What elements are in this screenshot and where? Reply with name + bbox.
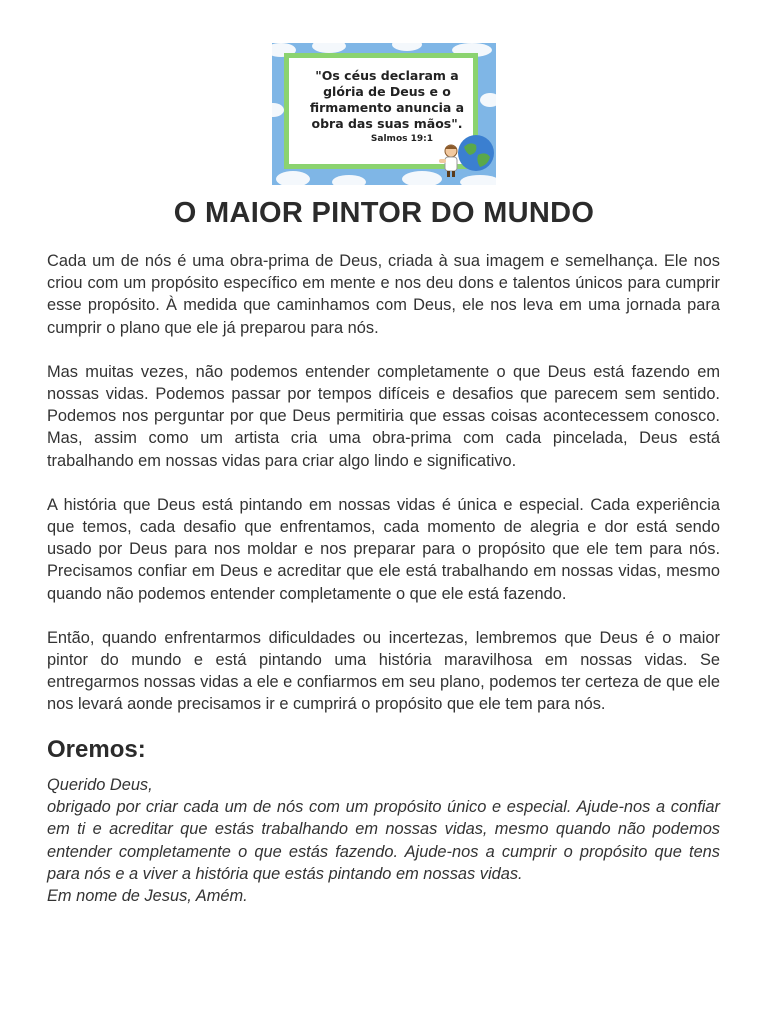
- paragraph: Cada um de nós é uma obra-prima de Deus, criada à sua imagem e semelhança. Ele nos criou com um propósito específico em mente e nos deu dons e talentos únicos para cumprir esse propósito. À medida que caminhamos com Deus, ele nos leva em uma jornada para cumprir o plano que ele já preparou para nós.: [47, 252, 720, 337]
- cloud-icon: [276, 171, 310, 185]
- paragraph: Então, quando enfrentarmos dificuldades ou incertezas, lembremos que Deus é o maior pintor do mundo e está pintando uma história maravilhosa em nossas vidas. Se entregarmos nossas vidas a ele e confiarmos em seu plano, podemos ter certeza de que ele nos levará aonde precisamos ir e cumprirá o propósito que ele tem para nós.: [47, 628, 720, 714]
- verse-reference: Salmos 19:1: [370, 134, 433, 144]
- cloud-icon: [392, 43, 422, 51]
- cloud-icon: [332, 175, 366, 185]
- page-title: O MAIOR PINTOR DO MUNDO: [173, 197, 595, 229]
- globe-icon: [456, 133, 496, 173]
- verse-banner: [272, 43, 496, 185]
- cloud-icon: [312, 43, 346, 53]
- paragraph: Mas muitas vezes, não podemos entender completamente o que Deus está fazendo em nossas vidas. Podemos passar por tempos difíceis e desafios que parecem sem sentido. Podemos nos perguntar por que Deus permitiria que essas coisas acontecessem conosco. Mas, assim como um artista cria uma obra-prima com cada pincelada, Deus está trabalhando em nossas vidas para criar algo lindo e significativo.: [47, 362, 720, 470]
- verse-quote: "Os céus declaram a glória de Deus e o firmamento anuncia a obra das suas mãos".: [309, 68, 465, 131]
- prayer-body: obrigado por criar cada um de nós com um propósito único e especial. Ajude-nos a confiar em ti e acreditar que estás trabalhando em nossas vidas, mesmo quando não podemos entender completamente o que estás fazendo. Ajude-nos a cumprir o propósito que tens para nós e a viver a história que estás pintando em nossas vidas.: [47, 798, 720, 883]
- prayer-heading: Oremos:: [47, 736, 146, 763]
- prayer-text: [47, 774, 720, 907]
- cloud-icon: [460, 175, 496, 185]
- cloud-icon: [402, 171, 442, 185]
- prayer-closing: Em nome de Jesus, Amém.: [47, 887, 248, 906]
- devotional-body: [47, 250, 720, 738]
- cloud-icon: [480, 93, 496, 107]
- cloud-icon: [272, 103, 284, 117]
- paragraph: A história que Deus está pintando em nossas vidas é única e especial. Cada experiência que temos, cada desafio que enfrentamos, cada momento de alegria e dor está sendo usado por Deus para nos moldar e nos preparar para o propósito que ele tem para nós. Precisamos confiar em Deus e acreditar que ele está trabalhando em nossas vidas, mesmo quando não podemos entender completamente o que ele está fazendo.: [47, 495, 720, 603]
- prayer-greeting: Querido Deus,: [47, 776, 153, 794]
